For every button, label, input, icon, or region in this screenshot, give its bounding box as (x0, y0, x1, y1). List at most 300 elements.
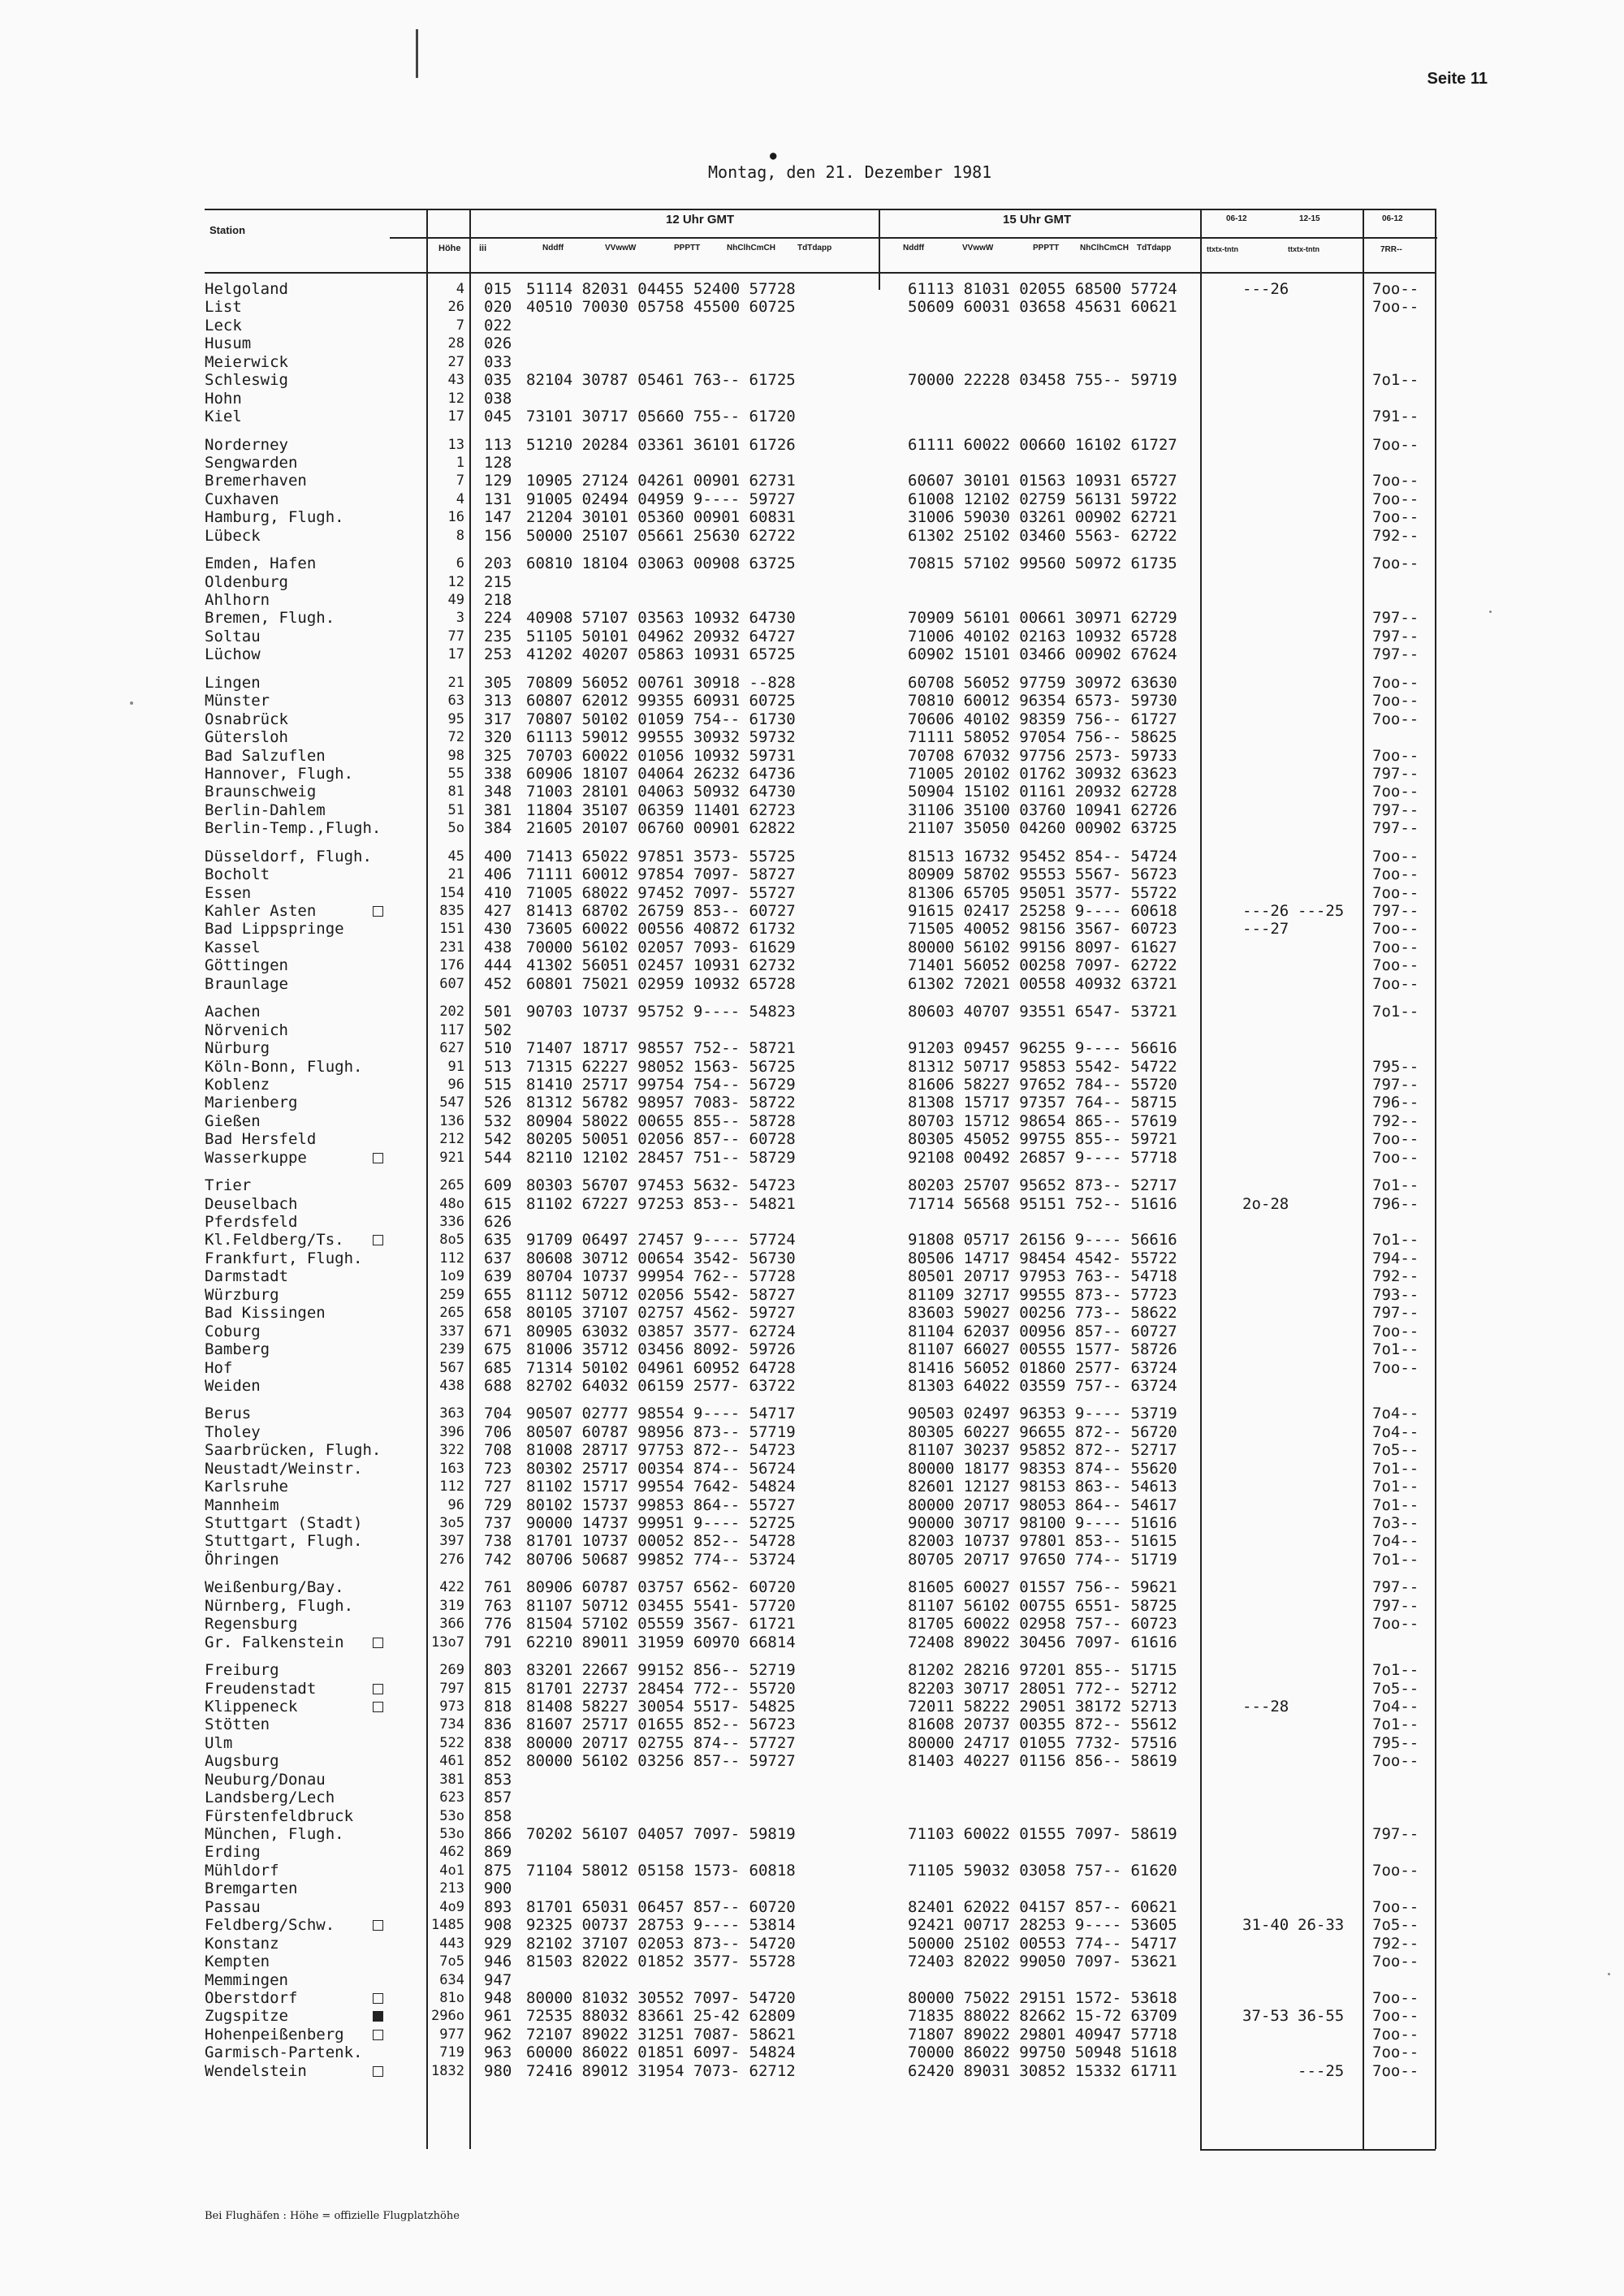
precip-group: 792-- (1372, 526, 1419, 545)
station-index: 704 (484, 1405, 512, 1423)
station-index: 948 (484, 1988, 512, 2007)
obs-15utc: 80501 20717 97953 763-- 54718 (908, 1267, 1177, 1286)
station-label: Zugspitze (205, 2007, 288, 2026)
station-height: 6 (456, 555, 464, 572)
precip-group: 796-- (1372, 1194, 1419, 1213)
mountain-station-marker (373, 906, 383, 917)
station-label: Deuselbach (205, 1194, 298, 1213)
station-index: 852 (484, 1752, 512, 1771)
obs-15utc: 81605 60027 01557 756-- 59621 (908, 1578, 1177, 1597)
station-label: Bamberg (205, 1340, 270, 1359)
station-height: 276 (439, 1551, 464, 1568)
observation-row (484, 371, 1515, 389)
obs-12utc: 71413 65022 97851 3573- 55725 (526, 847, 796, 865)
mountain-station-marker (373, 1684, 383, 1694)
obs-12utc: 51114 82031 04455 52400 57728 (526, 280, 796, 298)
station-height: 547 (439, 1094, 464, 1111)
obs-15utc: 81107 30237 95852 872-- 52717 (908, 1441, 1177, 1460)
observation-row (484, 1578, 1515, 1596)
station-height: 734 (439, 1716, 464, 1733)
station-height: 163 (439, 1460, 464, 1477)
station-height: 17 (447, 408, 464, 425)
obs-15utc: 80000 56102 99156 8097- 61627 (908, 938, 1177, 956)
obs-12utc: 80507 60787 98956 873-- 57719 (526, 1422, 796, 1441)
station-label: Hof (205, 1358, 233, 1377)
station-label: Freiburg (205, 1661, 279, 1680)
group-spacer (406, 838, 471, 848)
station-index: 858 (484, 1806, 512, 1825)
mountain-station-marker (373, 1638, 383, 1648)
precip-group: 7o4-- (1372, 1422, 1419, 1441)
station-height: 21 (447, 674, 464, 691)
observation-row (484, 1716, 1515, 1733)
station-label: Weiden (205, 1376, 261, 1395)
observation-row (484, 1634, 1515, 1651)
station-height: 1832 (431, 2062, 464, 2079)
precip-group: 7o4-- (1372, 1697, 1419, 1716)
temp-extremes-1215: ---25 (1298, 902, 1345, 920)
obs-12utc: 80904 58022 00655 855-- 58728 (526, 1111, 796, 1130)
station-index: 836 (484, 1716, 512, 1734)
precip-group: 7oo-- (1372, 555, 1419, 573)
obs-15utc: 71103 60022 01555 7097- 58619 (908, 1825, 1177, 1843)
station-height: 265 (439, 1177, 464, 1194)
precip-group: 7o5-- (1372, 1916, 1419, 1935)
precip-group: 7oo-- (1372, 710, 1419, 728)
mountain-station-marker (373, 2066, 383, 2077)
station-index: 035 (484, 371, 512, 390)
obs-15utc: 91615 02417 25258 9---- 60618 (908, 902, 1177, 920)
station-label: Berus (205, 1405, 252, 1423)
obs-15utc: 80705 20717 97650 774-- 51719 (908, 1550, 1177, 1569)
station-label: Husum (205, 334, 252, 353)
temp-extremes-0612: 37-53 (1242, 2007, 1289, 2026)
observation-row (484, 2044, 1515, 2061)
station-height: 154 (439, 884, 464, 901)
observation-row (484, 1935, 1515, 1953)
station-index: 026 (484, 334, 512, 353)
station-index: 510 (484, 1039, 512, 1058)
mountain-station-marker (373, 1153, 383, 1163)
station-height: 112 (439, 1249, 464, 1267)
station-height: 91 (447, 1058, 464, 1075)
station-height: 259 (439, 1286, 464, 1303)
precip-group: 7o1-- (1372, 1661, 1419, 1680)
obs-12utc: 40908 57107 03563 10932 64730 (526, 609, 796, 628)
station-height: 27 (447, 353, 464, 370)
station-label: Landsberg/Lech (205, 1789, 335, 1807)
station-label: Bocholt (205, 865, 270, 884)
obs-12utc: 91005 02494 04959 9---- 59727 (526, 490, 796, 508)
observation-row (484, 819, 1515, 837)
obs-15utc: 81513 16732 95452 854-- 54724 (908, 847, 1177, 865)
obs-12utc: 81006 35712 03456 8092- 59726 (526, 1340, 796, 1359)
header-nddff-15: Nddff (903, 244, 925, 252)
obs-15utc: 80000 24717 01055 7732- 57516 (908, 1733, 1177, 1752)
observation-row (484, 1249, 1515, 1267)
station-label: Oberstdorf (205, 1988, 298, 2007)
observation-row (484, 1094, 1515, 1111)
station-index: 129 (484, 472, 512, 490)
station-label: Weißenburg/Bay. (205, 1578, 344, 1597)
obs-12utc: 72107 89022 31251 7087- 58621 (526, 2025, 796, 2044)
station-height: 28 (447, 335, 464, 352)
precip-group: 7oo-- (1372, 508, 1419, 527)
temp-extremes-1215: 26-33 (1298, 1916, 1345, 1935)
observation-row (484, 1076, 1515, 1094)
obs-15utc: 81608 20737 00355 872-- 55612 (908, 1716, 1177, 1734)
station-label: Stötten (205, 1716, 270, 1734)
station-index: 381 (484, 801, 512, 819)
station-label: List (205, 298, 242, 317)
obs-15utc: 50904 15102 01161 20932 62728 (908, 783, 1177, 801)
station-index: 544 (484, 1148, 512, 1167)
station-label: Emden, Hafen (205, 555, 317, 573)
station-height: 1o9 (439, 1268, 464, 1285)
station-height: 96 (447, 1076, 464, 1093)
station-index: 929 (484, 1934, 512, 1953)
precip-group: 7oo-- (1372, 1615, 1419, 1634)
station-height: 1 (456, 454, 464, 471)
observation-row (484, 1149, 1515, 1167)
obs-15utc: 81308 15717 97357 764-- 58715 (908, 1094, 1177, 1112)
header-hoehe: Höhe (438, 244, 461, 253)
station-index: 791 (484, 1633, 512, 1651)
station-height: 4 (456, 281, 464, 297)
obs-12utc: 80302 25717 00354 874-- 56724 (526, 1459, 796, 1478)
obs-15utc: 81705 60022 02958 757-- 60723 (908, 1615, 1177, 1634)
group-spacer (484, 1569, 1515, 1578)
station-index: 305 (484, 673, 512, 692)
observation-row (484, 1843, 1515, 1861)
observation-row (484, 765, 1515, 783)
precip-group: 7oo-- (1372, 2044, 1419, 2062)
precip-group: 7oo-- (1372, 883, 1419, 902)
station-height: 98 (447, 747, 464, 764)
station-label: Meierwick (205, 352, 288, 371)
station-label: Göttingen (205, 956, 288, 975)
table-bottom-rule (1200, 2149, 1436, 2151)
obs-15utc: 70909 56101 00661 30971 62729 (908, 609, 1177, 628)
station-index: 853 (484, 1770, 512, 1789)
precip-group: 7oo-- (1372, 1897, 1419, 1916)
station-index: 038 (484, 389, 512, 408)
station-label: Memmingen (205, 1970, 288, 1989)
station-height: 4o9 (439, 1898, 464, 1915)
header-period-0612: 06-12 (1226, 214, 1247, 223)
station-label: Schleswig (205, 371, 288, 390)
precip-group: 7oo-- (1372, 1358, 1419, 1377)
obs-12utc: 70000 56102 02057 7093- 61629 (526, 938, 796, 956)
station-index: 637 (484, 1249, 512, 1267)
obs-12utc: 80706 50687 99852 774-- 53724 (526, 1550, 796, 1569)
group-rule (879, 209, 880, 290)
station-index: 708 (484, 1441, 512, 1460)
observation-row (484, 1130, 1515, 1148)
observation-row (484, 865, 1515, 883)
station-height: 112 (439, 1478, 464, 1495)
obs-12utc: 40510 70030 05758 45500 60725 (526, 298, 796, 317)
station-label: Ulm (205, 1733, 233, 1752)
station-index: 857 (484, 1789, 512, 1807)
obs-12utc: 83201 22667 99152 856-- 52719 (526, 1661, 796, 1680)
obs-15utc: 81606 58227 97652 784-- 55720 (908, 1075, 1177, 1094)
station-index: 742 (484, 1550, 512, 1569)
obs-12utc: 60801 75021 02959 10932 65728 (526, 974, 796, 993)
station-label: Braunlage (205, 974, 288, 993)
observation-row (484, 1213, 1515, 1231)
station-label: Feldberg/Schw. (205, 1916, 335, 1935)
station-height: 77 (447, 628, 464, 645)
station-label: Leck (205, 316, 242, 334)
obs-12utc: 60000 86022 01851 6097- 54824 (526, 2044, 796, 2062)
precip-group: 7oo-- (1372, 673, 1419, 692)
obs-15utc: 80000 18177 98353 874-- 55620 (908, 1459, 1177, 1478)
observation-row (484, 1825, 1515, 1843)
obs-15utc: 70606 40102 98359 756-- 61727 (908, 710, 1177, 728)
obs-15utc: 61302 72021 00558 40932 63721 (908, 974, 1177, 993)
observation-row (484, 1323, 1515, 1340)
temp-extremes-0612: ---26 (1242, 280, 1289, 298)
station-label: Trier (205, 1176, 252, 1195)
station-index: 384 (484, 819, 512, 838)
observation-row (484, 573, 1515, 591)
header-vvwww-15: VVwwW (962, 244, 994, 252)
obs-15utc: 81303 64022 03559 757-- 63724 (908, 1376, 1177, 1395)
observation-row (484, 956, 1515, 974)
station-index: 218 (484, 591, 512, 609)
observation-row (484, 1359, 1515, 1377)
station-height: 269 (439, 1662, 464, 1679)
scan-mark (416, 29, 418, 78)
obs-12utc: 80303 56707 97453 5632- 54723 (526, 1176, 796, 1195)
date-line: Montag, den 21. Dezember 1981 (708, 162, 992, 182)
mountain-station-marker (373, 1235, 383, 1245)
observation-row (484, 1551, 1515, 1569)
precip-group: 7o1-- (1372, 1231, 1419, 1249)
obs-15utc: 80305 60227 96655 872-- 56720 (908, 1422, 1177, 1441)
group-spacer (484, 993, 1515, 1003)
obs-15utc: 90503 02497 96353 9---- 53719 (908, 1405, 1177, 1423)
height-column (406, 280, 471, 2080)
station-index: 253 (484, 645, 512, 664)
precip-group: 7o3-- (1372, 1514, 1419, 1532)
observation-row (484, 334, 1515, 352)
temp-extremes-0612: ---28 (1242, 1697, 1289, 1716)
station-height: 443 (439, 1935, 464, 1952)
observation-row (484, 1615, 1515, 1633)
station-index: 235 (484, 627, 512, 645)
observation-row (484, 1898, 1515, 1916)
precip-group: 7o1-- (1372, 1003, 1419, 1021)
observation-row (484, 390, 1515, 408)
station-height: 13o7 (431, 1634, 464, 1651)
station-index: 313 (484, 692, 512, 710)
precip-group: 792-- (1372, 1267, 1419, 1286)
precip-group: 795-- (1372, 1733, 1419, 1752)
header-rr: 7RR-- (1380, 245, 1402, 254)
precip-group: 7oo-- (1372, 472, 1419, 490)
station-index: 961 (484, 2007, 512, 2026)
observation-row (484, 1478, 1515, 1495)
obs-12utc: 21605 20107 06760 00901 62822 (526, 819, 796, 838)
station-index: 406 (484, 865, 512, 884)
obs-15utc: 70708 67032 97756 2573- 59733 (908, 746, 1177, 765)
obs-12utc: 10905 27124 04261 00901 62731 (526, 472, 796, 490)
obs-12utc: 80906 60787 03757 6562- 60720 (526, 1578, 796, 1597)
obs-12utc: 80704 10737 99954 762-- 57728 (526, 1267, 796, 1286)
obs-12utc: 71315 62227 98052 1563- 56725 (526, 1057, 796, 1076)
obs-12utc: 82102 37107 02053 873-- 54720 (526, 1934, 796, 1953)
station-height: 973 (439, 1698, 464, 1715)
station-label: Sengwarden (205, 453, 298, 472)
precip-group: 797-- (1372, 1596, 1419, 1615)
obs-12utc: 72535 88032 83661 25-42 62809 (526, 2007, 796, 2026)
obs-15utc: 81104 62037 00956 857-- 60727 (908, 1322, 1177, 1340)
obs-12utc: 81102 67227 97253 853-- 54821 (526, 1194, 796, 1213)
station-index: 626 (484, 1213, 512, 1231)
station-index: 128 (484, 453, 512, 472)
observation-row (484, 783, 1515, 801)
obs-15utc: 60708 56052 97759 30972 63630 (908, 673, 1177, 692)
observation-row (484, 1862, 1515, 1880)
obs-15utc: 71807 89022 29801 40947 57718 (908, 2025, 1177, 2044)
station-index: 156 (484, 526, 512, 545)
precip-group: 7oo-- (1372, 1953, 1419, 1971)
obs-12utc: 81008 28717 97753 872-- 54723 (526, 1441, 796, 1460)
obs-12utc: 71407 18717 98557 752-- 58721 (526, 1039, 796, 1058)
obs-15utc: 71835 88022 82662 15-72 63709 (908, 2007, 1177, 2026)
station-height: 51 (447, 801, 464, 818)
obs-12utc: 80608 30712 00654 3542- 56730 (526, 1249, 796, 1267)
station-index: 900 (484, 1880, 512, 1898)
group-spacer (484, 545, 1515, 555)
obs-15utc: 72403 82022 99050 7097- 53621 (908, 1953, 1177, 1971)
precip-group: 7oo-- (1372, 920, 1419, 939)
station-height: 49 (447, 592, 464, 608)
obs-15utc: 91808 05717 26156 9---- 56616 (908, 1231, 1177, 1249)
station-height: 53o (439, 1826, 464, 1842)
station-height: 53o (439, 1807, 464, 1824)
obs-15utc: 80909 58702 95553 5567- 56723 (908, 865, 1177, 884)
station-label: Augsburg (205, 1752, 279, 1771)
mountain-station-marker (373, 2011, 383, 2022)
obs-15utc: 81403 40227 01156 856-- 58619 (908, 1752, 1177, 1771)
station-label: Klippeneck (205, 1697, 298, 1716)
obs-15utc: 81107 66027 00555 1577- 58726 (908, 1340, 1177, 1359)
data-column (484, 280, 1515, 2080)
scan-speck (1489, 611, 1492, 613)
station-index: 875 (484, 1861, 512, 1880)
station-label: Stuttgart, Flugh. (205, 1532, 363, 1551)
station-index: 675 (484, 1340, 512, 1359)
precip-group: 797-- (1372, 1075, 1419, 1094)
mountain-station-marker (373, 1702, 383, 1712)
station-index: 430 (484, 920, 512, 939)
obs-15utc: 80506 14717 98454 4542- 55722 (908, 1249, 1177, 1267)
group-spacer (484, 1395, 1515, 1405)
station-height: 396 (439, 1423, 464, 1440)
observation-row (484, 1953, 1515, 1970)
station-index: 671 (484, 1322, 512, 1340)
observation-row (484, 490, 1515, 508)
obs-12utc: 73605 60022 00556 40872 61732 (526, 920, 796, 939)
obs-12utc: 82110 12102 28457 751-- 58729 (526, 1148, 796, 1167)
station-label: Coburg (205, 1322, 261, 1340)
obs-12utc: 81701 22737 28454 772-- 55720 (526, 1679, 796, 1698)
station-height: 231 (439, 939, 464, 956)
header-pppp-15: PPPTT (1033, 244, 1060, 252)
station-height: 12 (447, 573, 464, 590)
station-label: Würzburg (205, 1285, 279, 1304)
obs-12utc: 71314 50102 04961 60952 64728 (526, 1358, 796, 1377)
obs-15utc: 80000 75022 29151 1572- 53618 (908, 1988, 1177, 2007)
obs-15utc: 50609 60031 03658 45631 60621 (908, 298, 1177, 317)
station-index: 947 (484, 1970, 512, 1989)
header-period-1215: 12-15 (1299, 214, 1320, 223)
observation-row (484, 1661, 1515, 1679)
obs-15utc: 81107 56102 00755 6551- 58725 (908, 1596, 1177, 1615)
obs-12utc: 82702 64032 06159 2577- 63722 (526, 1376, 796, 1395)
precip-group: 792-- (1372, 1111, 1419, 1130)
station-index: 893 (484, 1897, 512, 1916)
observation-row (484, 508, 1515, 526)
station-label: Marienberg (205, 1094, 298, 1112)
observation-row (484, 454, 1515, 472)
obs-15utc: 71005 20102 01762 30932 63623 (908, 764, 1177, 783)
obs-15utc: 72408 89022 30456 7097- 61616 (908, 1633, 1177, 1651)
header-iii: iii (479, 244, 487, 253)
station-height: 363 (439, 1405, 464, 1422)
station-index: 962 (484, 2025, 512, 2044)
precip-group: 7oo-- (1372, 1148, 1419, 1167)
station-height: 322 (439, 1442, 464, 1459)
station-height: 16 (447, 509, 464, 526)
page-number: Seite 11 (1427, 70, 1488, 88)
obs-15utc: 50000 25102 00553 774-- 54717 (908, 1934, 1177, 1953)
station-height: 461 (439, 1753, 464, 1770)
station-height: 12 (447, 390, 464, 407)
obs-12utc: 81410 25717 99754 754-- 56729 (526, 1075, 796, 1094)
station-label: Freudenstadt (205, 1679, 317, 1698)
header-bottom-rule (205, 272, 1435, 274)
group-spacer (484, 1167, 1515, 1176)
station-height: 151 (439, 921, 464, 938)
station-label: Wendelstein (205, 2061, 307, 2080)
temp-extremes-1215: ---25 (1298, 2061, 1345, 2080)
obs-15utc: 61111 60022 00660 16102 61727 (908, 435, 1177, 454)
station-index: 688 (484, 1376, 512, 1395)
station-height: 1485 (431, 1917, 464, 1934)
observation-row (484, 1176, 1515, 1194)
station-index: 729 (484, 1495, 512, 1514)
station-label: Öhringen (205, 1550, 279, 1569)
header-tt-15: TdTdapp (1137, 244, 1172, 252)
obs-12utc: 70809 56052 00761 30918 --828 (526, 673, 796, 692)
obs-12utc: 70202 56107 04057 7097- 59819 (526, 1825, 796, 1843)
station-label: Gießen (205, 1111, 261, 1130)
obs-15utc: 61113 81031 02055 68500 57724 (908, 280, 1177, 298)
group-spacer (484, 838, 1515, 848)
station-label: Berlin-Temp.,Flugh. (205, 819, 382, 838)
obs-12utc: 81607 25717 01655 852-- 56723 (526, 1716, 796, 1734)
temp-extremes-0612: ---26 (1242, 902, 1289, 920)
observation-row (484, 1460, 1515, 1478)
precip-group: 797-- (1372, 609, 1419, 628)
precip-group: 7o4-- (1372, 1405, 1419, 1423)
precip-group: 7o1-- (1372, 1495, 1419, 1514)
station-height: 7 (456, 317, 464, 334)
